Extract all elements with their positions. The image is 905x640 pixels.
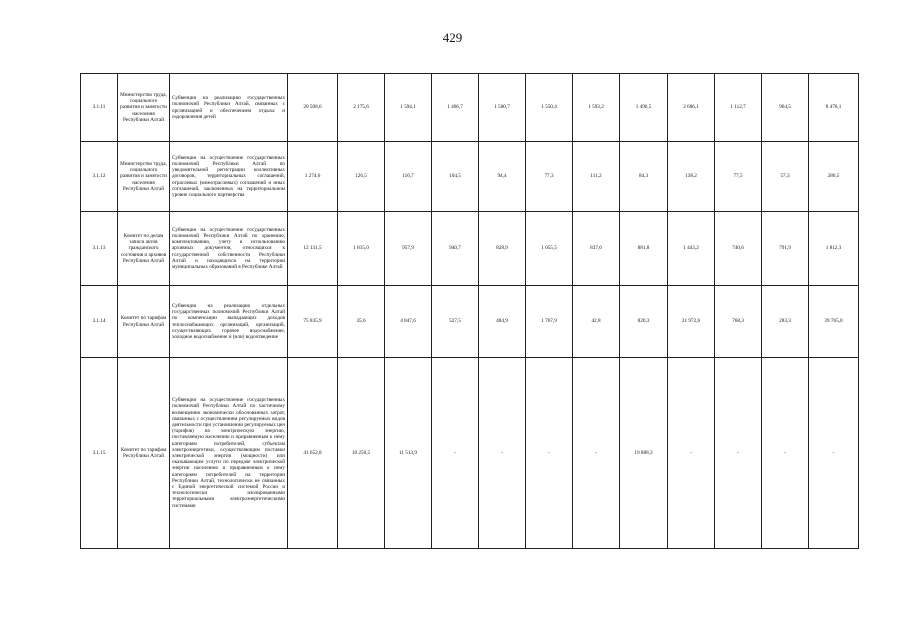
value-cell: 94,4: [479, 142, 526, 212]
value-cell: 964,5: [762, 74, 809, 142]
description-cell: Субвенции на реализацию отдельных государственных полномочий Республики Алтай по компенсации выпадающих доходов теплоснабжающих организаций, организаций, осуществляющих горячее водоснабжение, холодное водоснабжение и (или) водоотведение: [170, 286, 288, 358]
organization-cell: Комитет по тарифам Республики Алтай: [118, 286, 170, 358]
value-cell: 21 972,6: [668, 286, 715, 358]
value-cell: 881,8: [620, 212, 668, 286]
value-cell: 1 055,5: [526, 212, 573, 286]
value-cell: 116,7: [385, 142, 432, 212]
value-cell: 138,2: [668, 142, 715, 212]
value-cell: 1 594,1: [385, 74, 432, 142]
table-row: [81, 358, 859, 549]
value-cell: 1 767,9: [526, 286, 573, 358]
value-cell: -: [526, 358, 573, 549]
table-row: [81, 74, 859, 142]
value-cell: 8 476,1: [809, 74, 859, 142]
value-cell: 4 847,6: [385, 286, 432, 358]
value-cell: 75 835,9: [288, 286, 338, 358]
organization-cell: Министерство труда, социального развития и занятости населения Республики Алтай: [118, 142, 170, 212]
value-cell: -: [668, 358, 715, 549]
description-cell: Субвенции на реализацию государственных полномочий Республики Алтай, связанных с организацией и обеспечением отдыха и оздоровления детей: [170, 74, 288, 142]
value-cell: 77,5: [715, 142, 762, 212]
value-cell: 104,5: [432, 142, 479, 212]
value-cell: 1 466,7: [432, 74, 479, 142]
value-cell: 41 652,8: [288, 358, 338, 549]
value-cell: 1 500,7: [479, 74, 526, 142]
value-cell: 2 175,6: [338, 74, 385, 142]
organization-cell: Комитет по делам записи актов гражданского состояния и архивов Республики Алтай: [118, 212, 170, 286]
value-cell: 1 550,4: [526, 74, 573, 142]
budget-table: [80, 73, 859, 549]
value-cell: 19 888,3: [620, 358, 668, 549]
value-cell: 1 274,6: [288, 142, 338, 212]
page-number: 429: [442, 30, 463, 45]
value-cell: 1 112,7: [715, 74, 762, 142]
row-code-cell: 3.1.15: [81, 358, 118, 549]
value-cell: 740,6: [715, 212, 762, 286]
value-cell: 10 250,5: [338, 358, 385, 549]
row-code-cell: 3.1.11: [81, 74, 118, 142]
value-cell: 837,6: [573, 212, 620, 286]
value-cell: 35,6: [338, 286, 385, 358]
table-row: [81, 142, 859, 212]
description-cell: Субвенции на осуществление государственных полномочий Республики Алтай по частичному возмещению экономически обоснованных затрат, связанных с осуществлением регулируемых видов деятельности при установлении регулируемых цен (тарифов) на электрическую энергию, поставляемую населению и приравненным к нему категориям потребителей, субъектам электроэнергетики, осуществляющим поставки электрической энергии (мощности) или оказывающим услуги по передаче электрической энергии населению и приравненным к нему категориям потребителей на территории Республики Алтай, технологически не связанных с Единой энергетической системой России и технологически изолированными территориальными электроэнергетическими системами: [170, 358, 288, 549]
table-row: [81, 286, 859, 358]
value-cell: -: [573, 358, 620, 549]
value-cell: 828,9: [479, 212, 526, 286]
row-code-cell: 3.1.12: [81, 142, 118, 212]
value-cell: 111,2: [573, 142, 620, 212]
table-body: [81, 74, 859, 549]
value-cell: -: [715, 358, 762, 549]
value-cell: 2 606,1: [668, 74, 715, 142]
value-cell: -: [432, 358, 479, 549]
value-cell: 11 513,9: [385, 358, 432, 549]
value-cell: 791,9: [762, 212, 809, 286]
value-cell: 283,3: [762, 286, 809, 358]
value-cell: 1 815,0: [338, 212, 385, 286]
row-code-cell: 3.1.14: [81, 286, 118, 358]
value-cell: 940,7: [432, 212, 479, 286]
description-cell: Субвенции на осуществление государственных полномочий Республики Алтай по хранению, комплектованию, учету и использованию архивных документов, относящихся к государственной собственности Республики Алтай и находящихся на территории муниципальных образований в Республике Алтай: [170, 212, 288, 286]
value-cell: 20 508,6: [288, 74, 338, 142]
value-cell: -: [809, 358, 859, 549]
value-cell: 527,5: [432, 286, 479, 358]
value-cell: 820,3: [620, 286, 668, 358]
value-cell: 957,9: [385, 212, 432, 286]
value-cell: 1 443,2: [668, 212, 715, 286]
organization-cell: Комитет по тарифам Республики Алтай: [118, 358, 170, 549]
value-cell: 768,3: [715, 286, 762, 358]
value-cell: 77,3: [526, 142, 573, 212]
value-cell: 57,3: [762, 142, 809, 212]
value-cell: 12 131,5: [288, 212, 338, 286]
value-cell: 1 812,3: [809, 212, 859, 286]
value-cell: 484,9: [479, 286, 526, 358]
value-cell: 1 593,2: [573, 74, 620, 142]
table-row: [81, 212, 859, 286]
value-cell: 84,3: [620, 142, 668, 212]
value-cell: 42,8: [573, 286, 620, 358]
organization-cell: Министерство труда, социального развития и занятости населения Республики Алтай: [118, 74, 170, 142]
value-cell: 1 496,5: [620, 74, 668, 142]
row-code-cell: 3.1.13: [81, 212, 118, 286]
value-cell: 126,5: [338, 142, 385, 212]
value-cell: -: [479, 358, 526, 549]
value-cell: -: [762, 358, 809, 549]
value-cell: 286,5: [809, 142, 859, 212]
value-cell: 39 765,0: [809, 286, 859, 358]
description-cell: Субвенции на осуществление государственных полномочий Республики Алтай по уведомительной регистрации коллективных договоров, территориальных соглашений, отраслевых (межотраслевых) соглашений и иных соглашений, заключенных на территориальном уровне социального партнерства: [170, 142, 288, 212]
